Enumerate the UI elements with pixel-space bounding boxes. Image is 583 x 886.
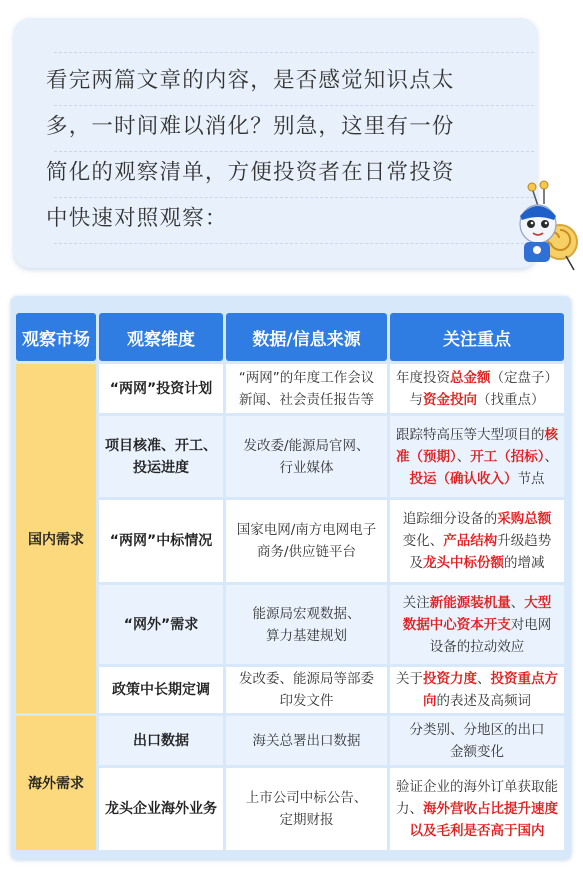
dimension-line: 投运进度 xyxy=(133,459,189,476)
highlight-text: 采购总额 xyxy=(497,511,552,527)
focus-line xyxy=(396,389,558,411)
focus-text: （找重点） xyxy=(477,391,545,408)
focus-line xyxy=(396,798,558,820)
source-line: 行业媒体 xyxy=(279,459,334,476)
dimension-line: “两网”投资计划 xyxy=(109,380,213,397)
intro-line: 看完两篇文章的内容，是否感觉知识点太 xyxy=(46,68,455,93)
source-line: 印发文件 xyxy=(279,693,334,709)
focus-cell xyxy=(390,364,564,413)
focus-text: 金额变化 xyxy=(450,743,504,760)
focus-text: 验证企业的海外订单获取能 xyxy=(396,779,558,795)
intro-text xyxy=(46,58,506,242)
dimension-cell xyxy=(99,768,223,850)
intro-line: 简化的观察清单，方便投资者在日常投资 xyxy=(46,160,455,185)
focus-cell xyxy=(390,500,564,582)
highlight-text: 总金额 xyxy=(450,369,491,386)
focus-line xyxy=(403,530,552,552)
focus-line xyxy=(396,776,558,798)
source-cell xyxy=(226,364,387,413)
highlight-text: 海外营收占比提升速度 xyxy=(423,801,558,817)
focus-cell xyxy=(390,716,564,765)
focus-text: 、 xyxy=(510,594,525,611)
intro-line: 中快速对照观察： xyxy=(46,206,228,231)
focus-text: 、 xyxy=(544,448,558,465)
source-cell xyxy=(226,416,387,497)
focus-text: 与 xyxy=(409,391,423,408)
focus-line xyxy=(396,446,558,468)
dimension-cell xyxy=(99,585,223,664)
focus-line xyxy=(403,614,552,636)
source-line: 商务/供应链平台 xyxy=(256,544,357,560)
focus-line xyxy=(396,424,558,446)
focus-text: （定盘子） xyxy=(490,369,558,386)
focus-line xyxy=(403,592,552,614)
source-line: 海关总署出口数据 xyxy=(252,732,361,749)
highlight-text: 准（预期） xyxy=(396,448,457,465)
highlight-text: 开工（招标） xyxy=(470,448,545,465)
source-line: 定期财报 xyxy=(279,812,334,828)
focus-cell xyxy=(390,768,564,850)
highlight-text: 向 xyxy=(423,693,437,709)
header-dimension: 观察维度 xyxy=(99,313,223,361)
focus-text: 的表述及高频词 xyxy=(436,693,531,709)
highlight-text: 资金投向 xyxy=(423,391,477,408)
highlight-text: 以及毛利是否高于国内 xyxy=(409,823,545,839)
source-line: 发改委、能源局等部委 xyxy=(239,671,374,687)
focus-text: 、 xyxy=(477,671,491,687)
focus-line xyxy=(396,690,558,712)
focus-text: 年度投资 xyxy=(396,369,450,386)
source-cell xyxy=(226,500,387,582)
source-cell xyxy=(226,667,387,713)
source-cell xyxy=(226,768,387,850)
highlight-text: 产品结构 xyxy=(443,533,498,549)
source-line: 上市公司中标公告、 xyxy=(245,790,368,806)
dimension-cell xyxy=(99,667,223,713)
note-ruled-line xyxy=(54,243,534,244)
highlight-text: 大型 xyxy=(524,594,552,611)
focus-cell xyxy=(390,416,564,497)
source-line: 能源局宏观数据、 xyxy=(252,605,361,622)
highlight-text: 投资重点方 xyxy=(490,671,558,687)
header-market: 观察市场 xyxy=(16,313,96,361)
focus-line xyxy=(396,468,558,490)
highlight-text: 核 xyxy=(544,426,558,443)
highlight-text: 新能源装机量 xyxy=(429,594,511,611)
focus-text: 升级趋势 xyxy=(497,533,552,549)
highlight-text: 龙头中标份额 xyxy=(423,555,504,571)
focus-text: 节点 xyxy=(517,470,545,487)
source-line: 国家电网/南方电网电子 xyxy=(236,522,377,538)
dimension-line: 政策中长期定调 xyxy=(112,682,210,698)
source-cell xyxy=(226,585,387,664)
focus-text: 关注 xyxy=(402,594,430,611)
source-line: 新闻、社会责任报告等 xyxy=(239,391,374,408)
header-source: 数据/信息来源 xyxy=(226,313,387,361)
focus-text: 跟踪特高压等大型项目的 xyxy=(396,426,545,443)
focus-line xyxy=(403,636,552,658)
focus-text: 力、 xyxy=(396,801,423,817)
focus-text: 及 xyxy=(409,555,423,571)
header-focus: 关注重点 xyxy=(390,313,564,361)
dimension-line: “网外”需求 xyxy=(123,616,199,633)
focus-line xyxy=(396,668,558,690)
focus-line xyxy=(410,741,545,763)
dimension-cell xyxy=(99,416,223,497)
intro-line: 多，一时间难以消化？别急，这里有一份 xyxy=(46,114,455,139)
market-overseas: 海外需求 xyxy=(16,716,96,850)
note-ruled-line xyxy=(54,52,534,53)
focus-line xyxy=(396,820,558,842)
focus-line xyxy=(403,508,552,530)
focus-text: 、 xyxy=(456,448,471,465)
focus-line xyxy=(410,719,545,741)
dimension-line: 项目核准、开工、 xyxy=(105,437,217,454)
highlight-text: 数据中心资本开支 xyxy=(402,616,511,633)
source-line: 发改委/能源局官网、 xyxy=(243,437,370,454)
focus-cell xyxy=(390,667,564,713)
highlight-text: 投运（确认收入） xyxy=(409,470,518,487)
focus-cell xyxy=(390,585,564,664)
dimension-cell xyxy=(99,716,223,765)
focus-text: 的增减 xyxy=(504,555,545,571)
highlight-text: 投资力度 xyxy=(423,671,477,687)
dimension-cell xyxy=(99,500,223,582)
focus-line xyxy=(403,552,552,574)
focus-text: 变化、 xyxy=(402,533,444,549)
market-domestic: 国内需求 xyxy=(16,364,96,713)
dimension-line: “两网”中标情况 xyxy=(109,533,213,549)
dimension-cell xyxy=(99,364,223,413)
dimension-line: 龙头企业海外业务 xyxy=(105,801,217,817)
focus-line xyxy=(396,367,558,389)
focus-text: 设备的拉动效应 xyxy=(429,638,525,655)
focus-text: 分类别、分地区的出口 xyxy=(409,721,545,738)
source-line: 算力基建规划 xyxy=(266,627,347,644)
focus-text: 追踪细分设备的 xyxy=(402,511,498,527)
focus-text: 关于 xyxy=(396,671,423,687)
source-cell xyxy=(226,716,387,765)
source-line: “两网”的年度工作会议 xyxy=(238,369,375,386)
dimension-line: 出口数据 xyxy=(133,732,189,749)
snail-mascot-icon xyxy=(514,180,580,272)
focus-text: 对电网 xyxy=(510,616,552,633)
